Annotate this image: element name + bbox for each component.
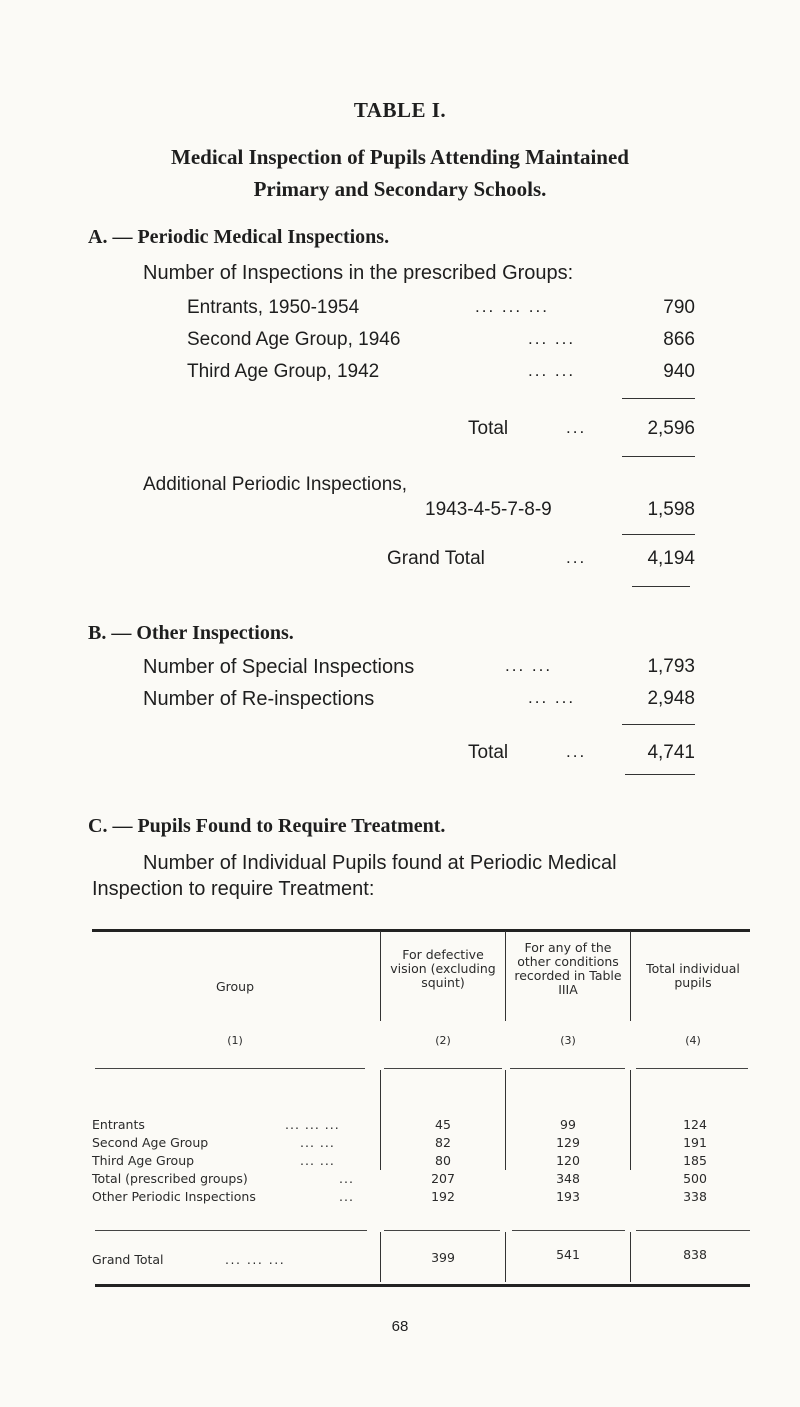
header-total: Total individual pupils [646,961,740,990]
header-num: (2) [435,1034,451,1047]
table-cell: 193 [556,1189,580,1204]
grand-total-rule [384,1230,500,1231]
leader-dots: ... ... [505,656,553,675]
row-label: Number of Special Inspections [143,656,415,678]
column-divider [505,1232,506,1282]
additional-years: 1943-4-5-7-8-9 [425,499,552,520]
row-value: 2,948 [647,688,695,709]
leader-dots: ... ... ... [475,297,549,316]
leader-dots: ... ... [300,1153,335,1168]
sum-rule [622,724,695,725]
section-a-intro: Number of Inspections in the prescribed Groups: [143,262,574,284]
leader-dots: ... [566,742,587,761]
column-divider [380,1070,381,1170]
row-label: Entrants, 1950-1954 [187,297,360,318]
table-cell: 82 [435,1135,451,1150]
leader-dots: ... ... [528,688,576,707]
section-a-heading: A. — Periodic Medical Inspections. [88,226,390,248]
grand-total-row-label: Grand Total [92,1252,164,1267]
header-group: Group [215,979,255,994]
header-num: (3) [560,1034,576,1047]
total-label: Total [468,742,509,763]
sum-rule [622,456,695,457]
section-c-intro-1: Number of Individual Pupils found at Periodic Medical [143,852,617,874]
total-value: 4,741 [647,742,695,763]
grand-total-value: 4,194 [647,548,695,569]
row-value: 1,793 [647,656,695,677]
header-rule [510,1068,625,1069]
page-title: TABLE I. [353,98,447,122]
table-cell: 348 [556,1171,580,1186]
column-divider [380,1232,381,1282]
column-divider [630,931,631,1021]
table-cell: 120 [556,1153,580,1168]
additional-value: 1,598 [647,499,695,520]
grand-total-label: Grand Total [387,548,485,569]
leader-dots: ... [339,1171,354,1186]
table-cell: 80 [435,1153,451,1168]
column-divider [505,931,506,1021]
table-cell: 129 [556,1135,580,1150]
row-label: Third Age Group, 1942 [187,361,380,382]
table-bottom-rule [95,1284,750,1287]
table-cell: 207 [431,1171,455,1186]
column-divider [630,1232,631,1282]
table-cell: 124 [683,1117,707,1132]
row-value: 790 [663,297,695,318]
grand-total-rule [636,1230,750,1231]
row-label: Number of Re-inspections [143,688,375,710]
column-divider [380,931,381,1021]
sum-rule [622,534,695,535]
table-cell: 338 [683,1189,707,1204]
page-number: 68 [391,1318,409,1335]
table-cell: 541 [556,1247,580,1262]
table-cell: 500 [683,1171,707,1186]
section-c-heading: C. — Pupils Found to Require Treatment. [88,815,446,837]
subtitle-line-2: Primary and Secondary Schools. [253,177,547,201]
leader-dots: ... ... ... [285,1117,340,1132]
table-row-label: Third Age Group [92,1153,195,1168]
table-cell: 399 [431,1250,455,1265]
grand-total-rule [512,1230,625,1231]
leader-dots: ... ... [528,361,576,380]
table-cell: 185 [683,1153,707,1168]
table-row-label: Other Periodic Inspections [92,1189,256,1204]
table-row-label: Total (prescribed groups) [92,1171,248,1186]
grand-total-rule [95,1230,367,1231]
sum-rule [625,774,695,775]
leader-dots: ... [566,418,587,437]
header-rule [636,1068,748,1069]
sum-rule [632,586,690,587]
total-label: Total [468,418,509,439]
table-cell: 191 [683,1135,707,1150]
header-num: (4) [685,1034,701,1047]
table-row-label: Entrants [92,1117,145,1132]
leader-dots: ... ... ... [225,1252,286,1267]
total-value: 2,596 [647,418,695,439]
section-b-heading: B. — Other Inspections. [88,622,294,644]
leader-dots: ... ... [528,329,576,348]
column-divider [505,1070,506,1170]
table-cell: 99 [560,1117,576,1132]
section-c-intro-2: Inspection to require Treatment: [92,878,375,900]
table-top-rule [92,929,750,932]
table-cell: 838 [683,1247,707,1262]
header-rule [384,1068,502,1069]
additional-label: Additional Periodic Inspections, [143,474,408,495]
row-label: Second Age Group, 1946 [187,329,401,350]
table-cell: 45 [435,1117,451,1132]
column-divider [630,1070,631,1170]
row-value: 866 [663,329,695,350]
table-row-label: Second Age Group [92,1135,209,1150]
table-cell: 192 [431,1189,455,1204]
header-rule [95,1068,365,1069]
header-num: (1) [227,1034,243,1047]
leader-dots: ... ... [300,1135,335,1150]
subtitle-line-1: Medical Inspection of Pupils Attending Maintained [171,145,629,169]
sum-rule [622,398,695,399]
header-vision: For defective vision (excluding squint) [390,947,496,990]
leader-dots: ... [566,548,587,567]
leader-dots: ... [339,1189,354,1204]
header-other-conditions: For any of the other conditions recorded in Table IIIA [514,940,622,997]
row-value: 940 [663,361,695,382]
